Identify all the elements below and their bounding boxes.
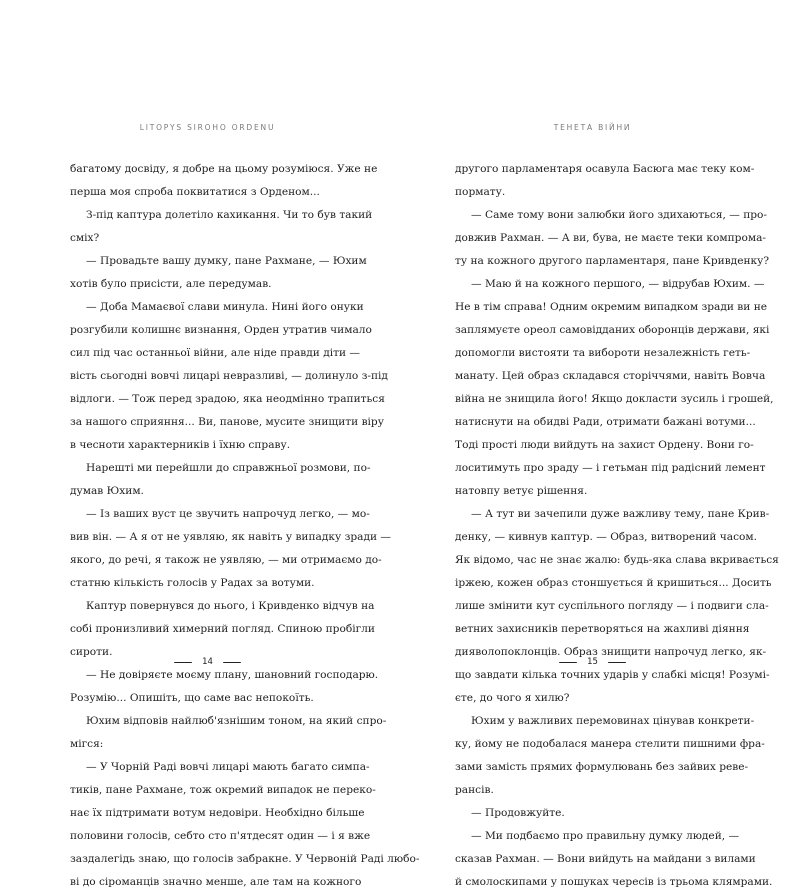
text-line: дияволопоклонців. Образ знищити напрочуд легко, як- <box>455 646 767 658</box>
text-line: іржею, кожен образ стоншується й кришиться... Досить <box>455 577 772 589</box>
text-line: статню кількість голосів у Радах за вотуми. <box>70 577 315 589</box>
text-line: — А тут ви зачепили дуже важливу тему, пане Крив- <box>471 508 770 520</box>
text-line: собі пронизливий химерний погляд. Спиною пробігли <box>70 623 375 635</box>
text-line: якого, до речі, я також не уявляю, — ми отримаємо до- <box>70 554 382 566</box>
right-body-text <box>455 158 779 894</box>
text-line: вість сьогодні вовчі лицарі невразливі, — долинуло з-під <box>70 370 388 382</box>
text-line: Нарешті ми перейшли до справжньої розмови, по- <box>86 462 371 474</box>
text-line: лише змінити кут суспільного погляду — і подвиги сла- <box>455 600 769 612</box>
text-line: — Доба Мамаєвої слави минула. Нині його онуки <box>86 301 364 313</box>
text-line: Не в тім справа! Одним окремим випадком зради ви не <box>455 301 768 313</box>
text-line: що завдати кілька точних ударів у слабкі місця! Розумі- <box>455 669 770 681</box>
text-line: допомогли вистояти та вибороти незалежність геть- <box>455 347 751 359</box>
text-line: сміх? <box>70 232 100 244</box>
text-line: Каптур повернувся до нього, і Кривденко відчув на <box>86 600 375 612</box>
text-line: — Продовжуйте. <box>471 807 565 819</box>
text-line: сироти. <box>70 646 113 658</box>
text-line: й смолоскипами у пошуках чересів із трьома клямрами. <box>455 876 773 888</box>
text-line: Розумію... Опишіть, що саме вас непокоїть. <box>70 692 314 704</box>
folio-left <box>70 655 345 669</box>
text-line: відлоги. — Тож перед зрадою, яка неодмінно трапиться <box>70 393 385 405</box>
text-line: багатому досвіду, я добре на цьому розуміюся. Уже не <box>70 163 378 175</box>
text-line: думав Юхим. <box>70 485 144 497</box>
text-line: — Із ваших вуст це звучить напрочуд легко, — мо- <box>86 508 370 520</box>
text-line: — У Чорній Раді вовчі лицарі мають багато симпа- <box>86 761 370 773</box>
text-line: лоситимуть про зраду — і гетьман під радісний лемент <box>455 462 766 474</box>
text-line: в чесноти характерників і їхню справу. <box>70 439 291 451</box>
text-line: заплямуєте ореол самовідданих оборонців держави, які <box>455 324 770 336</box>
text-line: — Провадьте вашу думку, пане Рахмане, — Юхим <box>86 255 367 267</box>
text-line: сказав Рахман. — Вони вийдуть на майдани з вилами <box>455 853 756 865</box>
folio-ornament-right <box>608 662 626 663</box>
text-line: — Маю й на кожного першого, — відрубав Юхим. — <box>471 278 765 290</box>
text-line: за нашого сприяння... Ви, панове, мусите знищити віру <box>70 416 384 428</box>
page-number-right: 15 <box>587 657 598 667</box>
text-line: ветних захисників перетворяться на жахливі діяння <box>455 623 750 635</box>
text-line: заздалегідь знаю, що голосів забракне. У Червоній Раді любо- <box>70 853 420 865</box>
text-line: зами замість прямих формулювань без зайвих реве- <box>455 761 749 773</box>
text-line: Як відомо, час не знає жалю: будь-яка слава вкривається <box>455 554 779 566</box>
text-line: ку, йому не подобалася манера стелити пишними фра- <box>455 738 765 750</box>
text-line: ту на кожного другого парламентаря, пане Кривденку? <box>455 255 770 267</box>
text-line: рансів. <box>455 784 494 796</box>
text-line: пормату. <box>455 186 506 198</box>
folio-right <box>455 655 730 669</box>
text-line: натовпу ветує рішення. <box>455 485 588 497</box>
running-head-right: ТЕНЕТА ВІЙНИ <box>553 123 632 132</box>
text-line: — Саме тому вони залюбки його здихаються, — про- <box>471 209 767 221</box>
text-line: тиків, пане Рахмане, тож окремий випадок не переко- <box>70 784 376 796</box>
text-line: Юхим у важливих перемовинах цінував конкрети- <box>471 715 755 727</box>
text-line: манату. Цей образ складався сторіччями, навіть Вовча <box>455 370 766 382</box>
text-line: хотів було присісти, але передумав. <box>70 278 272 290</box>
right-page <box>400 0 800 888</box>
text-line: другого парламентаря осавула Басюга має теку ком- <box>455 163 755 175</box>
text-line: розгубили колишнє визнання, Орден утратив чимало <box>70 324 372 336</box>
running-head-left: LITOPYS SIROHO ORDENU <box>139 123 276 132</box>
text-line: натиснути на обидві Ради, отримати бажані вотуми... <box>455 416 756 428</box>
text-line: половини голосів, себто сто п'ятдесят один — і я вже <box>70 830 371 842</box>
text-line: мігся: <box>70 738 104 750</box>
folio-ornament-left <box>559 662 577 663</box>
folio-ornament-right <box>223 662 241 663</box>
text-line: — Ми подбаємо про правильну думку людей, — <box>471 830 740 842</box>
text-line: Тоді прості люди вийдуть на захист Ордену. Вони го- <box>455 439 754 451</box>
text-line: вив він. — А я от не уявляю, як навіть у випадку зради — <box>70 531 392 543</box>
text-line: єте, до чого я хилю? <box>455 692 570 704</box>
text-line: — Не довіряєте моєму плану, шановний господарю. <box>86 669 379 681</box>
page-number-left: 14 <box>202 657 213 667</box>
folio-ornament-left <box>174 662 192 663</box>
text-line: нає їх підтримати вотум недовіри. Необхідно більше <box>70 807 365 819</box>
text-line: довжив Рахман. — А ви, бува, не маєте теки компрома- <box>455 232 766 244</box>
text-line: денку, — кивнув каптур. — Образ, витворений часом. <box>455 531 757 543</box>
text-line: перша моя спроба поквитатися з Орденом... <box>70 186 320 198</box>
left-body-text <box>70 158 420 894</box>
text-line: ві до сіроманців значно менше, але там на кожного <box>70 876 362 888</box>
text-line: війна не знищила його! Якщо докласти зусиль і грошей, <box>455 393 774 405</box>
text-line: сил під час останньої війни, але ніде правди діти — <box>70 347 360 359</box>
text-line: З-під каптура долетіло кахикання. Чи то був такий <box>86 209 373 221</box>
text-line: Юхим відповів найлюб'язнішим тоном, на який спро- <box>86 715 387 727</box>
